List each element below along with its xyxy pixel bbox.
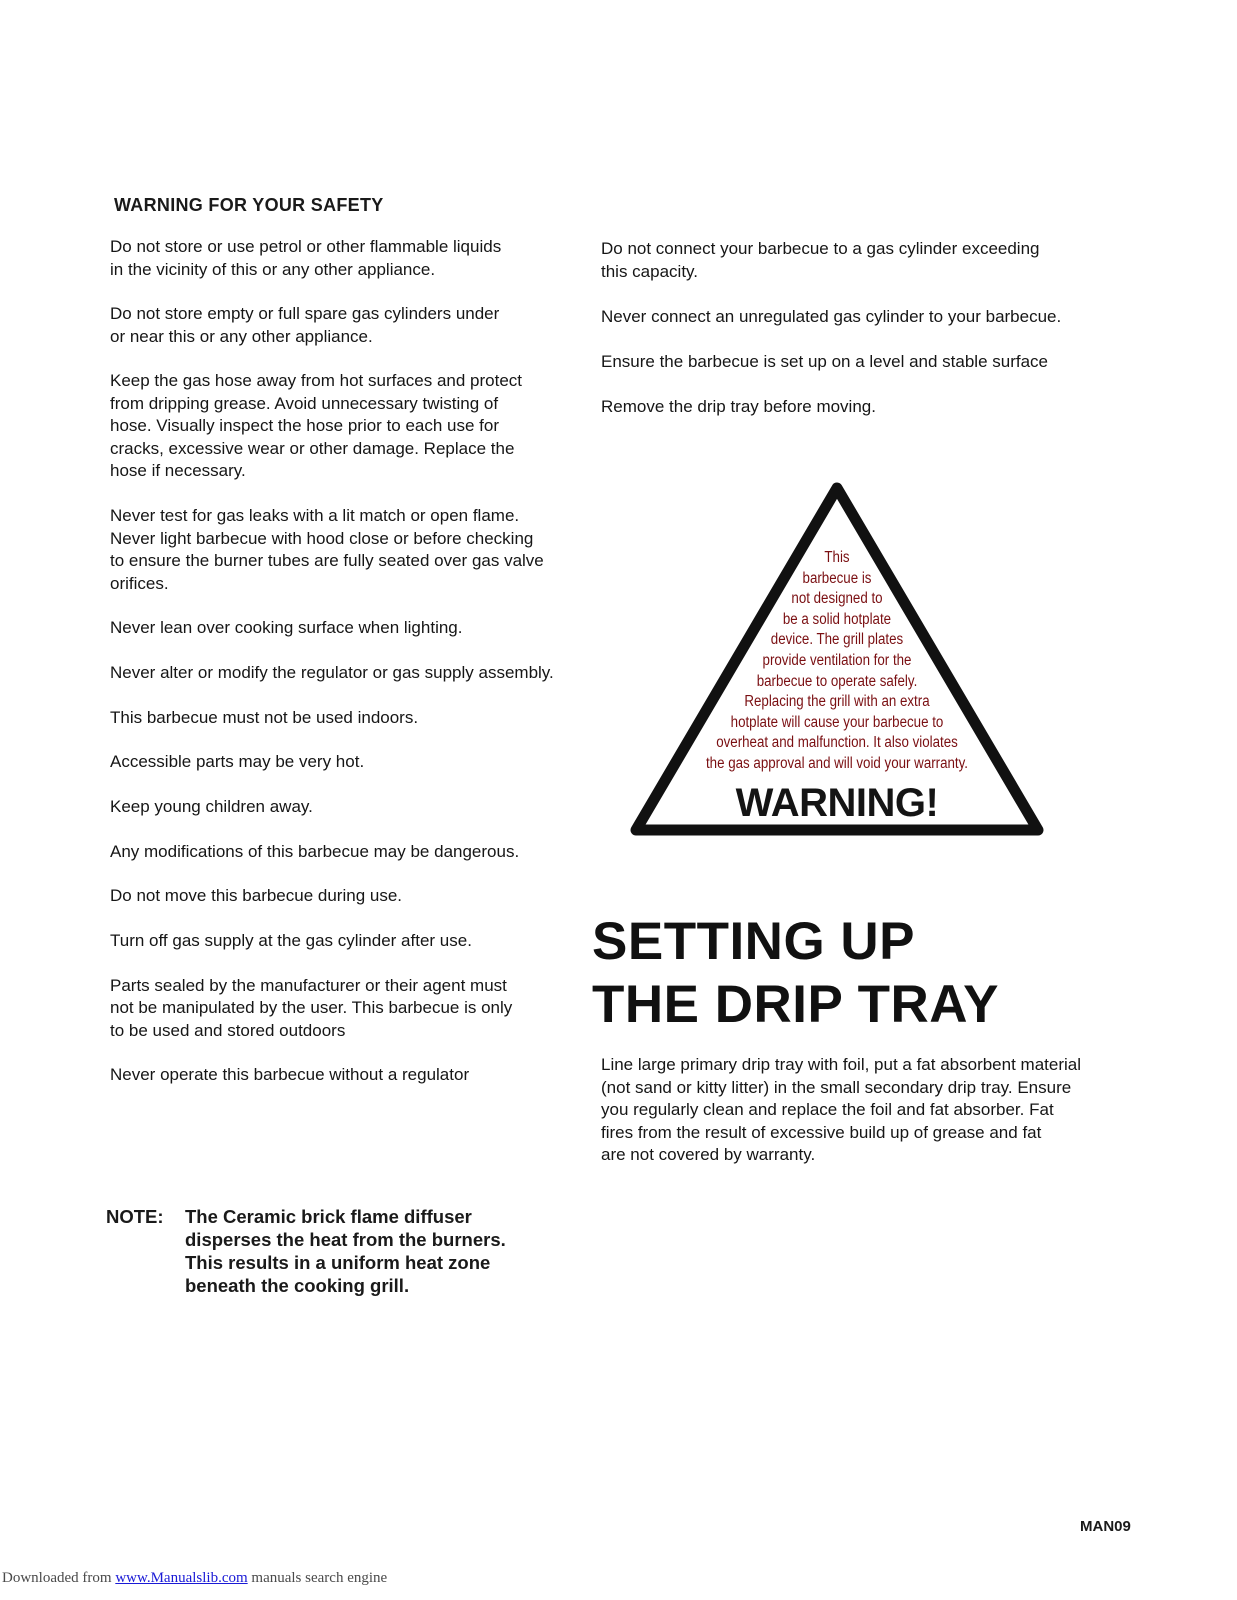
safety-item: Never test for gas leaks with a lit match or open flame. Never light barbecue with hood close or before checking to ensure the burner tubes are fully seated over gas valve orifices.	[110, 506, 544, 593]
safety-item: Turn off gas supply at the gas cylinder after use.	[110, 931, 472, 951]
footer-prefix: Downloaded from	[2, 1570, 116, 1586]
manualslib-link[interactable]: www.Manualslib.com	[115, 1570, 248, 1586]
safety-item: Never lean over cooking surface when lighting.	[110, 618, 463, 638]
safety-item: Keep young children away.	[110, 797, 313, 816]
warning-sign	[626, 478, 1048, 850]
safety-item: Do not connect your barbecue to a gas cylinder exceeding this capacity.	[601, 239, 1040, 281]
note-body: The Ceramic brick flame diffuser disperses the heat from the burners. This results in a uniform heat zone beneath the cooking grill.	[185, 1206, 506, 1296]
page-code: MAN09	[1080, 1518, 1131, 1535]
safety-item: Keep the gas hose away from hot surfaces and protect from dripping grease. Avoid unnecessary twisting of hose. Visually inspect the hose prior to each use for cracks, excessive wear or other damage. Replace the hose if necessary.	[110, 371, 523, 481]
safety-item: Parts sealed by the manufacturer or their agent must not be manipulated by the user. This barbecue is only to be used and stored outdoors	[110, 975, 513, 1040]
note-label: NOTE:	[106, 1206, 164, 1227]
warning-sign-title: WARNING!	[735, 781, 939, 825]
safety-item: This barbecue must not be used indoors.	[110, 707, 419, 727]
drip-tray-instructions: Line large primary drip tray with foil, put a fat absorbent material (not sand or kitty litter) in the small secondary drip tray. Ensure you regularly clean and replace the foil and fat absorber. Fat fires from the result of excessive build up of grease and fat are not covered by warranty.	[601, 1055, 1082, 1165]
drip-tray-title: SETTING UP THE DRIP TRAY	[592, 912, 1000, 1034]
safety-list-right	[601, 238, 1121, 441]
safety-item: Do not store empty or full spare gas cylinders under or near this or any other appliance.	[110, 304, 500, 346]
safety-item: Ensure the barbecue is set up on a level and stable surface	[601, 351, 1049, 371]
safety-item: Any modifications of this barbecue may be dangerous.	[110, 841, 520, 861]
note-block	[106, 1205, 506, 1297]
footer-suffix: manuals search engine	[247, 1570, 388, 1586]
safety-item: Never operate this barbecue without a regulator	[110, 1065, 470, 1085]
safety-item: Never connect an unregulated gas cylinder to your barbecue.	[601, 306, 1062, 326]
safety-item: Remove the drip tray before moving.	[601, 396, 876, 416]
safety-list-left	[110, 236, 600, 1109]
safety-item: Never alter or modify the regulator or gas supply assembly.	[110, 662, 554, 682]
safety-item: Do not move this barbecue during use.	[110, 886, 403, 906]
download-footer	[2, 1570, 387, 1587]
safety-item: Accessible parts may be very hot.	[110, 752, 365, 772]
warning-sign-text: This barbecue is not designed to be a solid hotplate device. The grill plates provide ventilation for the barbecue to operate safely. Replacing the grill with an extra hotplate will cause your barbecue to overheat and malfunction. It also violates the gas approval and will void your warranty.	[705, 549, 969, 772]
safety-heading: WARNING FOR YOUR SAFETY	[114, 195, 384, 215]
safety-item: Do not store or use petrol or other flammable liquids in the vicinity of this or any other appliance.	[110, 237, 502, 279]
